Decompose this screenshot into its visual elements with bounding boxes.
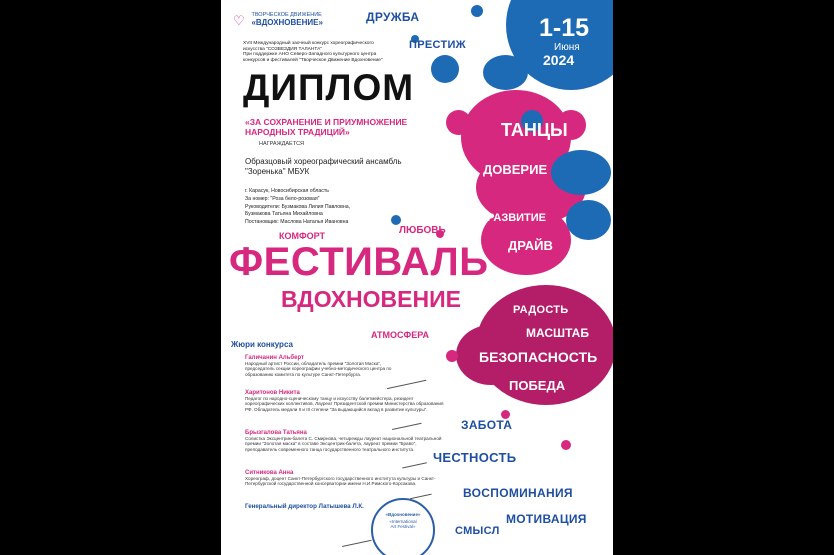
- date-month: Июня: [554, 42, 580, 53]
- logo-line1: ТВОРЧЕСКОЕ ДВИЖЕНИЕ: [251, 12, 322, 18]
- logo-line2: «ВДОХНОВЕНИЕ»: [251, 18, 323, 27]
- word-motivatsiya: МОТИВАЦИЯ: [506, 512, 587, 526]
- date-range: 1-15: [539, 14, 590, 42]
- word-smysl: СМЫСЛ: [455, 525, 500, 537]
- word-zabota: ЗАБОТА: [461, 418, 513, 432]
- word-komfort: КОМФОРТ: [279, 231, 326, 241]
- word-chestnost: ЧЕСТНОСТЬ: [433, 450, 517, 465]
- word-bezopasnost: БЕЗОПАСНОСТЬ: [479, 349, 598, 365]
- word-pobeda: ПОБЕДА: [509, 378, 566, 393]
- word-radost: РАДОСТЬ: [513, 304, 569, 316]
- jury-member: Ситникова Анна Хореограф, доцент Санкт-Петербургского государственного института культуры и Санкт-Петербургской государственной консерватории имени Н.И.Римского-Корсакова.: [245, 470, 436, 487]
- jury-member: Брызгалова Татьяна Солистка Эксцентрик-балета С. Смирнова, четырежды лауреат национальной театральной премии "Золотая маска" в составе Эксцентрик-балета, лауреат премии "Бравo", преподаватель современного танца государственного театрального института.: [245, 430, 442, 452]
- jury-member: Харитонов Никита Педагог по народно-сценическому танцу и искусству балетмейстера, резидент хореографических коллективов, Лауреат Президентской премии Министерства образования РФ. Обладатель медали II и III степени "За выдающийся вклад в развитие культуры".: [245, 390, 444, 412]
- signature-3: [400, 453, 427, 469]
- word-draiv: ДРАЙВ: [508, 238, 553, 253]
- word-masshtab: МАСШТАБ: [526, 326, 589, 340]
- general-director: Генеральный директор Латышева Л.К.: [245, 503, 364, 510]
- word-lyubov: ЛЮБОВЬ: [399, 225, 446, 236]
- word-prestizh: ПРЕСТИЖ: [409, 39, 466, 51]
- recipient-details: г. Карасук, Новосибирская область За номер: "Роза бело-розовая" Руководители: Бузмакова Лилия Павловна, Бузмакова Татьяна Михайловна Постановщик: Маслова Наталья Ивановна: [245, 188, 351, 226]
- signature-5: [340, 532, 371, 547]
- heart-icon: ♡: [233, 13, 245, 28]
- signature-2: [390, 415, 421, 430]
- contest-info: XVII Международный заочный конкурс хореографического искусства "СОЗВЕЗДИЯ ТАЛАНТА" При поддержке АНО Северо-Западного культурного центра конкурсов и фестивалей "Творческое Движение Вдохновение": [243, 41, 383, 63]
- nomination: «ЗА СОХРАНЕНИЕ И ПРИУМНОЖЕНИЕ НАРОДНЫХ ТРАДИЦИЙ»: [245, 117, 408, 137]
- festival-subtitle: ВДОХНОВЕНИЕ: [281, 286, 461, 312]
- logo: [233, 12, 323, 30]
- recipient: Образцовый хореографический ансамбль "Зоренька" МБУК: [245, 157, 402, 176]
- date-year: 2024: [543, 52, 575, 68]
- word-atmosfera: АТМОСФЕРА: [371, 330, 429, 340]
- word-druzhba: ДРУЖБА: [366, 10, 420, 24]
- jury-title: Жюри конкурса: [231, 340, 293, 349]
- signature-4: [408, 486, 431, 499]
- word-tantsy: ТАНЦЫ: [501, 120, 568, 140]
- jury-member: Галичанин Альберт Народный артист России, обладатель премии "Золотая Маска", председатель секции хореографии учебно-методического центра по образованию комитета по культуре Санкт-Петербурга.: [245, 355, 392, 377]
- word-vospominaniya: ВОСПОМИНАНИЯ: [463, 486, 573, 500]
- word-doverie: ДОВЕРИЕ: [483, 162, 548, 177]
- round-stamp: «Вдохновение» «International Art Festival»: [371, 498, 435, 555]
- awarded-label: НАГРАЖДАЕТСЯ: [259, 141, 305, 147]
- diploma-title: ДИПЛОМ: [243, 67, 415, 108]
- word-razvitie: РАЗВИТИЕ: [487, 212, 547, 224]
- diploma-page: [221, 0, 613, 555]
- festival-title: ФЕСТИВАЛЬ: [229, 240, 489, 284]
